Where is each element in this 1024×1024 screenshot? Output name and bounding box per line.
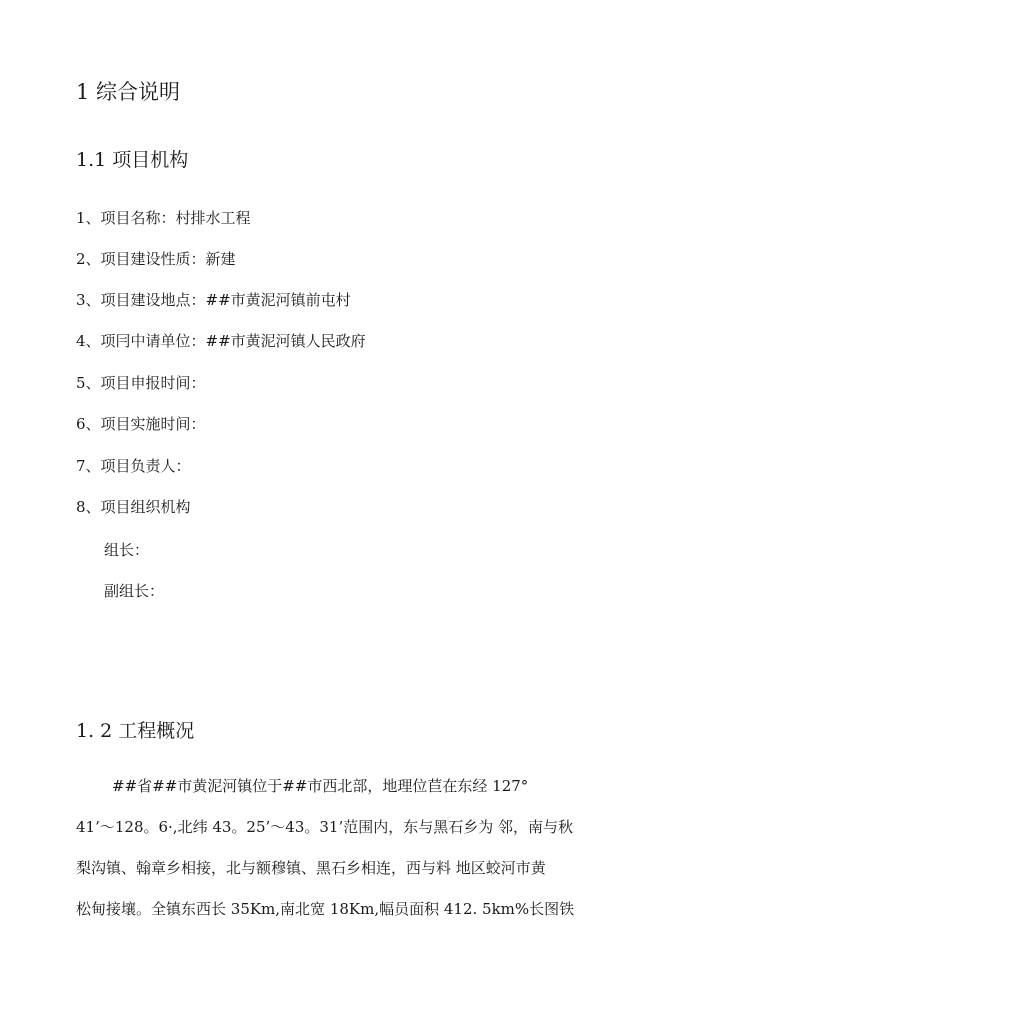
section-heading-project-organization: 1.1 项目机构	[76, 149, 189, 171]
list-item: 2、项目建设性质：新建	[76, 250, 236, 268]
list-item: 8、项目组织机构	[76, 498, 191, 516]
list-item: 1、项目名称：村排水工程	[76, 209, 251, 227]
paragraph-line: 41’～128。6·,北纬 43。25’～43。31’范围内，东与黑石乡为 邻，南与秋	[76, 818, 573, 836]
list-item: 6、项目实施时间：	[76, 415, 206, 433]
paragraph-line: 梨沟镇、翰章乡相接，北与额穆镇、黑石乡相连，西与料 地区蛟河市黄	[76, 859, 546, 877]
paragraph-line: ##省##市黄泥河镇位于##市西北部，地理位苣在东经 127°	[112, 777, 529, 795]
list-item: 3、项目建设地点：##市黄泥河镇前屯村	[76, 291, 351, 309]
heading-comprehensive-description: 1 综合说明	[76, 80, 181, 104]
list-item: 4、项冃中请单位：##市黄泥河镇人民政府	[76, 332, 366, 350]
list-subitem: 组长：	[104, 541, 150, 559]
paragraph-line: 松甸接壤。全镇东西长 35Km,南北宽 18Km,幅员面积 412. 5km%长图铁	[76, 900, 575, 918]
list-subitem: 副组长：	[104, 582, 165, 600]
list-item: 7、项目负责人：	[76, 457, 191, 475]
list-item: 5、项目申报时间：	[76, 374, 206, 392]
section-heading-project-overview: 1. 2 工程概况	[76, 720, 195, 742]
